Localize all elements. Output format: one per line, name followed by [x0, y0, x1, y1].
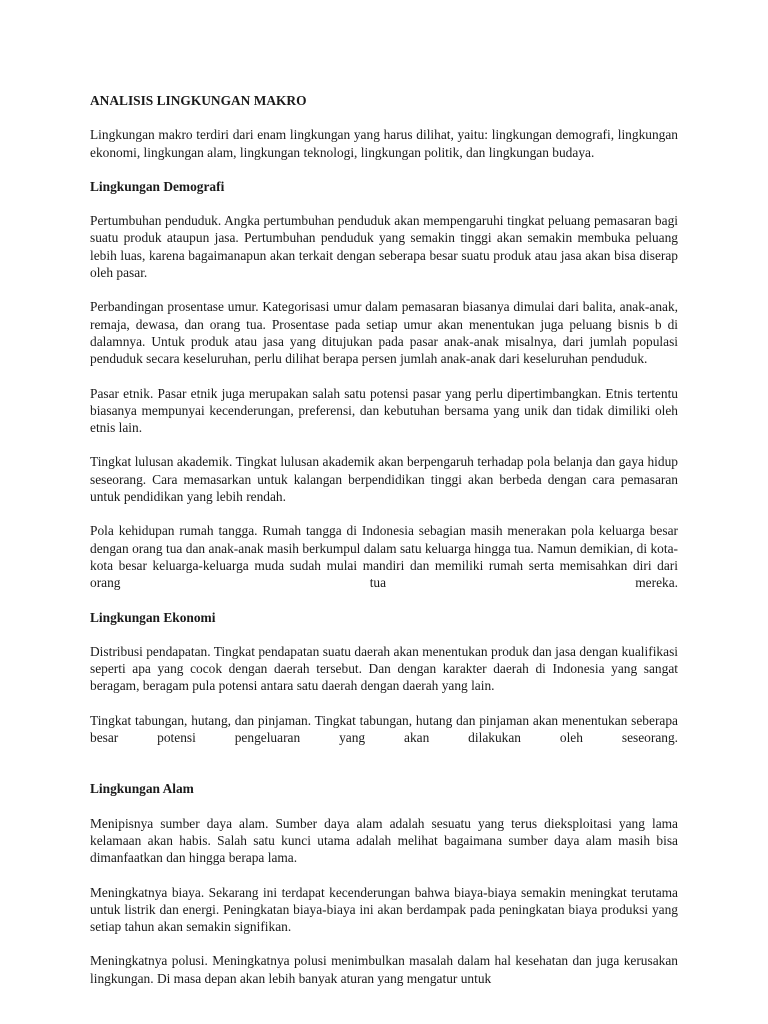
section-heading-alam: Lingkungan Alam [90, 781, 194, 797]
paragraph: Pasar etnik. Pasar etnik juga merupakan salah satu potensi pasar yang perlu dipertimbangkan. Etnis tertentu biasanya mempunyai kecenderungan, preferensi, dan kebutuhan bersama yang unik dan tidak dimiliki oleh etnis lain. [90, 385, 678, 436]
paragraph: Meningkatnya polusi. Meningkatnya polusi menimbulkan masalah dalam hal kesehatan dan juga kerusakan lingkungan. Di masa depan akan lebih banyak aturan yang mengatur untuk [90, 953, 678, 986]
intro-paragraph: Lingkungan makro terdiri dari enam lingkungan yang harus dilihat, yaitu: lingkungan demografi, lingkungan ekonomi, lingkungan alam, lingkungan teknologi, lingkungan politik, dan lingkungan budaya. [90, 127, 678, 160]
paragraph: Pertumbuhan penduduk. Angka pertumbuhan penduduk akan mempengaruhi tingkat peluang pemasaran bagi suatu produk ataupun jasa. Pertumbuhan penduduk yang semakin tinggi akan semakin membuka peluang lebih luas, karena bagaimanapun akan terkait dengan seberapa besar suatu produk atau jasa akan bisa diserap oleh pasar. [90, 213, 678, 281]
paragraph: Perbandingan prosentase umur. Kategorisasi umur dalam pemasaran biasanya dimulai dari balita, anak-anak, remaja, dewasa, dan orang tua. Prosentase pada setiap umur akan menentukan juga peluang bisnis b di dalamnya. Untuk produk atau jasa yang ditujukan pada pasar anak-anak misalnya, dari jumlah populasi penduduk secara keseluruhan, perlu dilihat berapa persen jumlah anak-anak dari keseluruhan penduduk. [90, 299, 678, 367]
paragraph: Meningkatnya biaya. Sekarang ini terdapat kecenderungan bahwa biaya-biaya semakin meningkat terutama untuk listrik dan energi. Peningkatan biaya-biaya ini akan berdampak pada peningkatan biaya produksi yang setiap tahun akan semakin signifikan. [90, 884, 678, 935]
paragraph: Tingkat tabungan, hutang, dan pinjaman. Tingkat tabungan, hutang dan pinjaman akan menentukan seberapa besar potensi pengeluaran yang akan dilakukan oleh seseorang. [90, 712, 678, 746]
paragraph: Tingkat lulusan akademik. Tingkat lulusan akademik akan berpengaruh terhadap pola belanja dan gaya hidup seseorang. Cara memasarkan untuk kalangan berpendidikan tinggi akan berbeda dengan cara pemasaran untuk pendidikan yang lebih rendah. [90, 454, 678, 505]
section-heading-demografi: Lingkungan Demografi [90, 178, 225, 194]
paragraph: Distribusi pendapatan. Tingkat pendapatan suatu daerah akan menentukan produk dan jasa dengan kualifikasi seperti apa yang cocok dengan daerah tersebut. Dan dengan karakter daerah di Indonesia yang sangat beragam, beragam pula potensi antara satu daerah dengan daerah yang lain. [90, 643, 678, 694]
document-title: ANALISIS LINGKUNGAN MAKRO [90, 93, 307, 108]
section-heading-ekonomi: Lingkungan Ekonomi [90, 609, 216, 625]
paragraph: Menipisnya sumber daya alam. Sumber daya alam adalah sesuatu yang terus dieksploitasi yang lama kelamaan akan habis. Salah satu kunci utama adalah melihat bagaimana sumber daya alam masih bisa dimanfaatkan dan hingga berapa lama. [90, 815, 678, 866]
document-page [90, 92, 678, 1004]
paragraph: Pola kehidupan rumah tangga. Rumah tangga di Indonesia sebagian masih menerakan pola keluarga besar dengan orang tua dan anak-anak masih berkumpul dalam satu keluarga hingga tua. Namun demikian, di kota-kota besar keluarga-keluarga muda sudah mulai mandiri dan memiliki rumah serta memisahkan diri dari orang tua mereka. [90, 523, 678, 591]
